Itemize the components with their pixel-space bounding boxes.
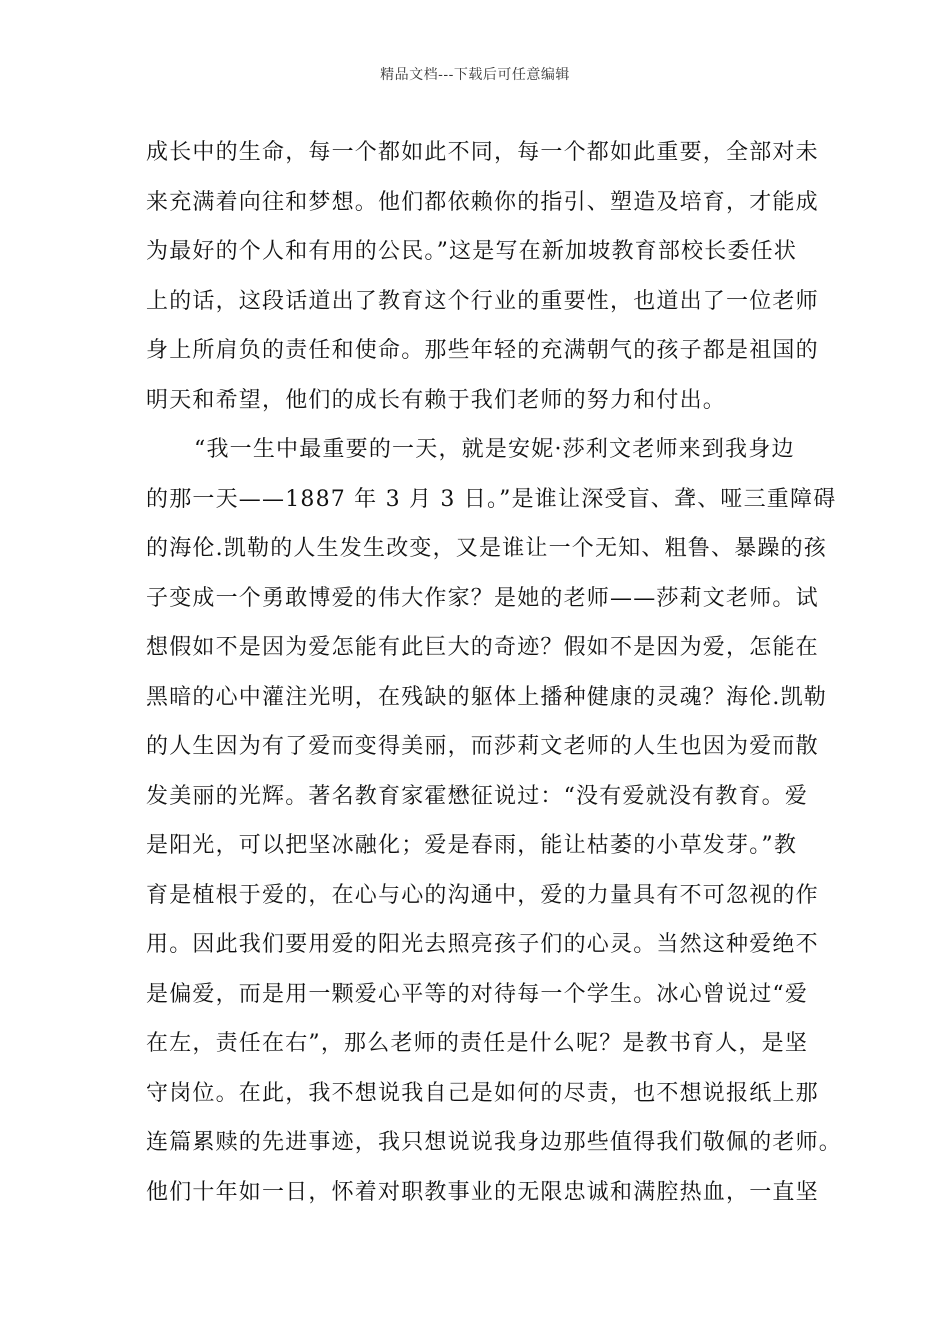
text-line: 黑暗的心中灌注光明，在残缺的躯体上播种健康的灵魂？海伦.凯勒 <box>146 684 827 710</box>
text-line: 成长中的生命，每一个都如此不同，每一个都如此重要，全部对未 <box>146 140 819 165</box>
text-line: 发美丽的光辉。著名教育家霍懋征说过：“没有爱就没有教育。爱 <box>146 783 809 809</box>
body-text <box>146 128 843 1217</box>
text-line: 的人生因为有了爱而变得美丽，而莎莉文老师的人生也因为爱而散 <box>146 734 819 759</box>
text-line: 育是植根于爱的，在心与心的沟通中，爱的力量具有不可忽视的作 <box>146 882 819 908</box>
text-line: 的那一天——1887 年 3 月 3 日。”是谁让深受盲、聋、哑三重障碍 <box>146 486 837 512</box>
text-line: 用。因此我们要用爱的阳光去照亮孩子们的心灵。当然这种爱绝不 <box>146 932 819 957</box>
text-line: 明天和希望，他们的成长有赖于我们老师的努力和付出。 <box>146 387 727 413</box>
text-line: 的海伦.凯勒的人生发生改变，又是谁让一个无知、粗鲁、暴躁的孩 <box>146 536 827 561</box>
text-line: 子变成一个勇敢博爱的伟大作家？是她的老师——莎莉文老师。试 <box>146 585 819 611</box>
text-line: 他们十年如一日，怀着对职教事业的无限忠诚和满腔热血，一直坚 <box>146 1179 819 1205</box>
text-line: 守岗位。在此，我不想说我自己是如何的尽责，也不想说报纸上那 <box>146 1080 819 1106</box>
text-line: 为最好的个人和有用的公民。”这是写在新加坡教育部校长委任状 <box>146 239 798 264</box>
page-header: 精品文档---下载后可任意编辑 <box>380 67 570 83</box>
text-line: 是偏爱，而是用一颗爱心平等的对待每一个学生。冰心曾说过“爱 <box>146 981 809 1007</box>
text-line: 身上所肩负的责任和使命。那些年轻的充满朝气的孩子都是祖国的 <box>146 338 819 363</box>
text-line: 是阳光，可以把坚冰融化；爱是春雨，能让枯萎的小草发芽。”教 <box>146 833 798 858</box>
text-line: 想假如不是因为爱怎能有此巨大的奇迹？假如不是因为爱，怎能在 <box>146 635 819 660</box>
text-line: 在左，责任在右”，那么老师的责任是什么呢？是教书育人，是坚 <box>146 1031 809 1056</box>
paragraph-start-line: “我一生中最重要的一天，就是安妮·莎利文老师来到我身边 <box>194 437 795 462</box>
text-line: 来充满着向往和梦想。他们都依赖你的指引、塑造及培育，才能成 <box>146 189 819 215</box>
text-line: 上的话，这段话道出了教育这个行业的重要性，也道出了一位老师 <box>146 288 819 314</box>
text-line: 连篇累赎的先进事迹，我只想说说我身边那些值得我们敬佩的老师。 <box>146 1130 843 1155</box>
